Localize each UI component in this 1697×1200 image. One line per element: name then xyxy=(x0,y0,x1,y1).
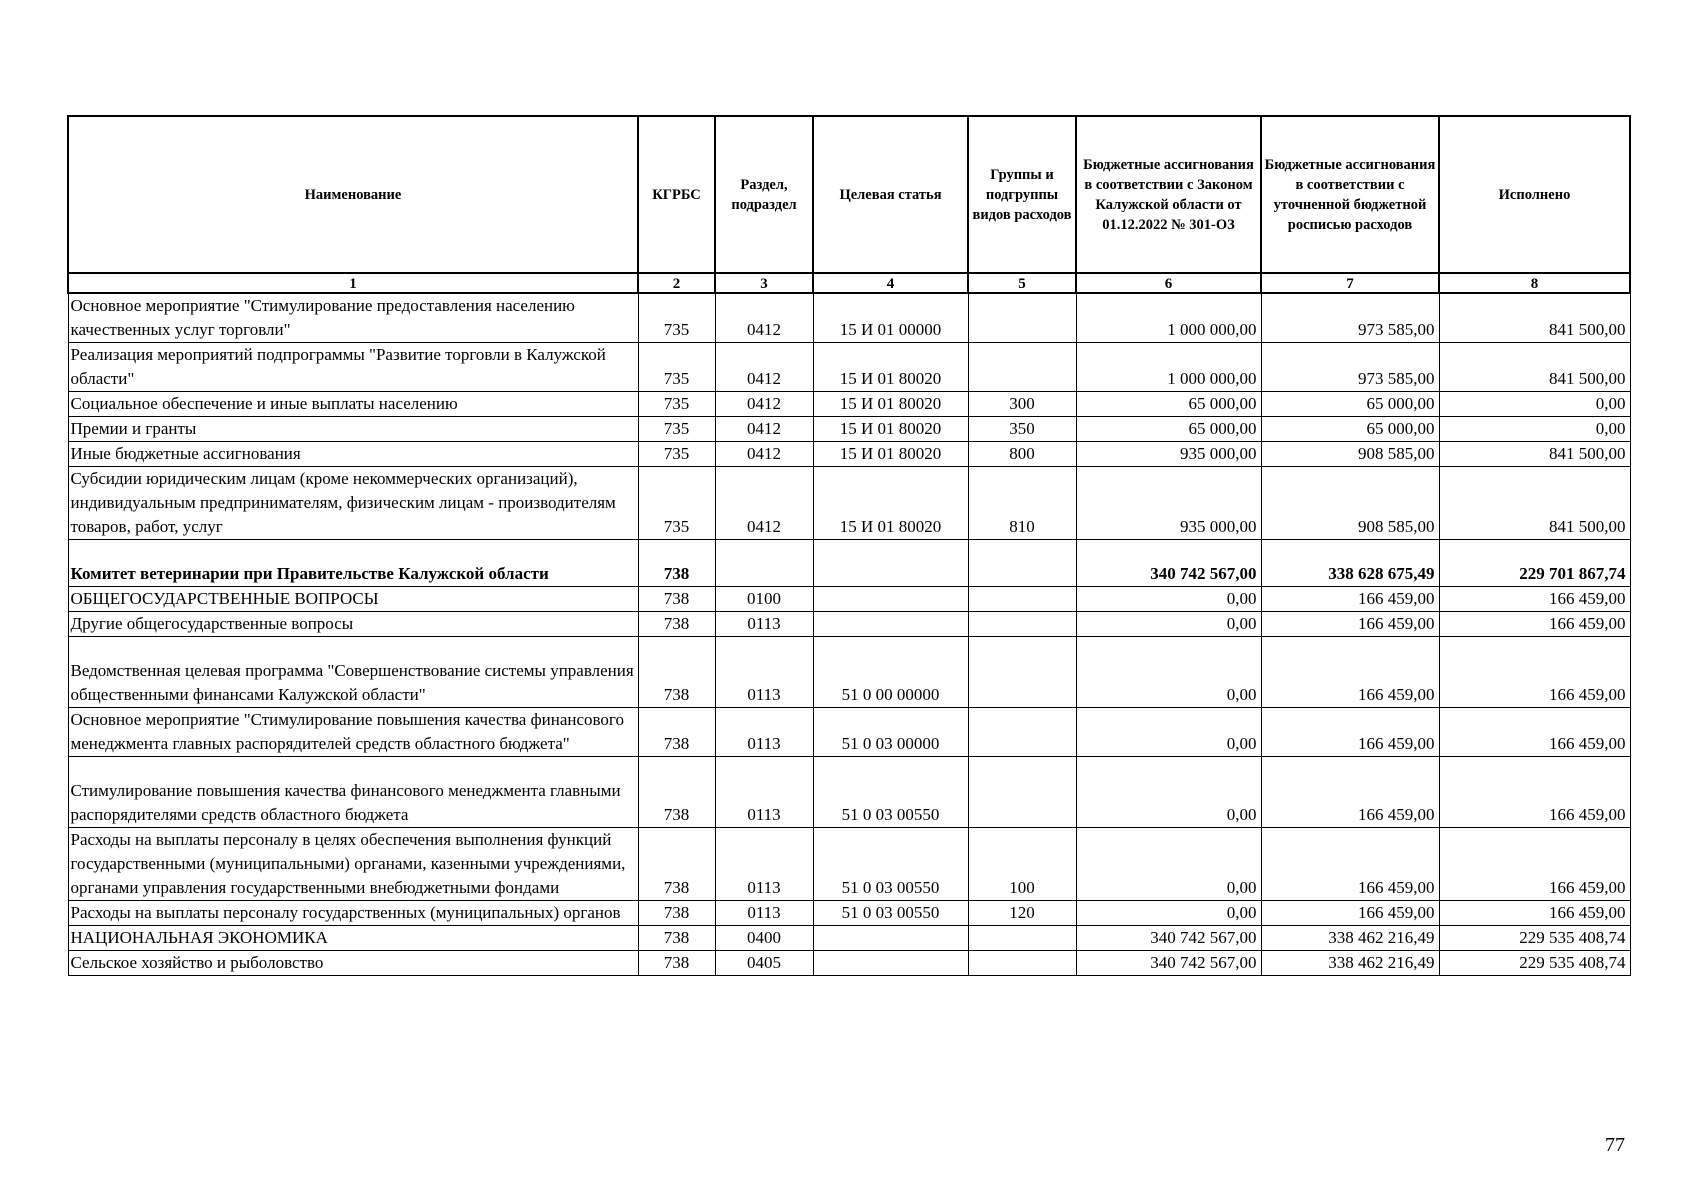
cell-target: 15 И 01 80020 xyxy=(813,467,968,540)
cell-target: 15 И 01 00000 xyxy=(813,293,968,343)
cell-kgrbs: 738 xyxy=(638,612,715,637)
cell-kgrbs: 738 xyxy=(638,708,715,757)
column-number: 8 xyxy=(1439,273,1630,293)
cell-law: 0,00 xyxy=(1076,708,1261,757)
cell-target xyxy=(813,540,968,587)
cell-group xyxy=(968,343,1076,392)
cell-group xyxy=(968,612,1076,637)
cell-kgrbs: 738 xyxy=(638,587,715,612)
cell-kgrbs: 735 xyxy=(638,467,715,540)
cell-target xyxy=(813,926,968,951)
cell-razdel: 0113 xyxy=(715,708,813,757)
cell-name: Расходы на выплаты персоналу в целях обеспечения выполнения функций государственными (муниципальными) органами, казенными учреждениями, органами управления государственными внебюджетными фондами xyxy=(68,828,638,901)
cell-kgrbs: 738 xyxy=(638,540,715,587)
header-row xyxy=(68,116,1630,273)
cell-refined: 166 459,00 xyxy=(1261,612,1439,637)
table-row xyxy=(68,901,1630,926)
cell-name: Социальное обеспечение и иные выплаты населению xyxy=(68,392,638,417)
cell-name: Премии и гранты xyxy=(68,417,638,442)
cell-refined: 908 585,00 xyxy=(1261,442,1439,467)
cell-name: ОБЩЕГОСУДАРСТВЕННЫЕ ВОПРОСЫ xyxy=(68,587,638,612)
cell-kgrbs: 738 xyxy=(638,757,715,828)
cell-target xyxy=(813,612,968,637)
cell-kgrbs: 738 xyxy=(638,828,715,901)
cell-law: 1 000 000,00 xyxy=(1076,293,1261,343)
cell-kgrbs: 738 xyxy=(638,901,715,926)
cell-name: Сельское хозяйство и рыболовство xyxy=(68,951,638,976)
cell-kgrbs: 738 xyxy=(638,951,715,976)
table-row xyxy=(68,828,1630,901)
cell-razdel: 0113 xyxy=(715,828,813,901)
cell-executed: 841 500,00 xyxy=(1439,467,1630,540)
cell-refined: 338 462 216,49 xyxy=(1261,926,1439,951)
cell-razdel: 0412 xyxy=(715,293,813,343)
cell-group xyxy=(968,926,1076,951)
cell-refined: 65 000,00 xyxy=(1261,392,1439,417)
cell-executed: 166 459,00 xyxy=(1439,612,1630,637)
table-row xyxy=(68,708,1630,757)
table-row xyxy=(68,757,1630,828)
cell-name: Иные бюджетные ассигнования xyxy=(68,442,638,467)
cell-name: Расходы на выплаты персоналу государственных (муниципальных) органов xyxy=(68,901,638,926)
header-name: Наименование xyxy=(68,116,638,273)
cell-law: 935 000,00 xyxy=(1076,442,1261,467)
cell-executed: 841 500,00 xyxy=(1439,442,1630,467)
cell-name: Реализация мероприятий подпрограммы "Развитие торговли в Калужской области" xyxy=(68,343,638,392)
cell-law: 0,00 xyxy=(1076,828,1261,901)
cell-law: 935 000,00 xyxy=(1076,467,1261,540)
table-row xyxy=(68,392,1630,417)
cell-target xyxy=(813,951,968,976)
cell-group xyxy=(968,951,1076,976)
table-row xyxy=(68,540,1630,587)
cell-name: Комитет ветеринарии при Правительстве Калужской области xyxy=(68,540,638,587)
cell-razdel: 0412 xyxy=(715,343,813,392)
cell-group xyxy=(968,637,1076,708)
table-row xyxy=(68,467,1630,540)
cell-target: 15 И 01 80020 xyxy=(813,417,968,442)
cell-razdel xyxy=(715,540,813,587)
cell-executed: 229 535 408,74 xyxy=(1439,926,1630,951)
table-row xyxy=(68,951,1630,976)
table-row xyxy=(68,587,1630,612)
cell-executed: 166 459,00 xyxy=(1439,757,1630,828)
cell-target: 15 И 01 80020 xyxy=(813,392,968,417)
cell-name: Другие общегосударственные вопросы xyxy=(68,612,638,637)
cell-law: 340 742 567,00 xyxy=(1076,951,1261,976)
cell-law: 0,00 xyxy=(1076,637,1261,708)
cell-name: НАЦИОНАЛЬНАЯ ЭКОНОМИКА xyxy=(68,926,638,951)
cell-razdel: 0412 xyxy=(715,467,813,540)
cell-executed: 166 459,00 xyxy=(1439,637,1630,708)
table-row xyxy=(68,612,1630,637)
header-target: Целевая статья xyxy=(813,116,968,273)
table-row xyxy=(68,637,1630,708)
cell-target: 51 0 03 00550 xyxy=(813,828,968,901)
cell-law: 65 000,00 xyxy=(1076,392,1261,417)
cell-target xyxy=(813,587,968,612)
cell-group xyxy=(968,540,1076,587)
cell-law: 340 742 567,00 xyxy=(1076,926,1261,951)
header-law: Бюджетные ассигнования в соответствии с Законом Калужской области от 01.12.2022 № 301-ОЗ xyxy=(1076,116,1261,273)
table-row xyxy=(68,417,1630,442)
cell-group: 100 xyxy=(968,828,1076,901)
cell-razdel: 0113 xyxy=(715,612,813,637)
cell-name: Субсидии юридическим лицам (кроме некоммерческих организаций), индивидуальным предпринимателям, физическим лицам - производителям товаров, работ, услуг xyxy=(68,467,638,540)
cell-executed: 841 500,00 xyxy=(1439,343,1630,392)
cell-kgrbs: 735 xyxy=(638,442,715,467)
cell-refined: 166 459,00 xyxy=(1261,587,1439,612)
cell-group: 300 xyxy=(968,392,1076,417)
cell-name: Ведомственная целевая программа "Совершенствование системы управления общественными финансами Калужской области" xyxy=(68,637,638,708)
column-number-row xyxy=(68,273,1630,293)
cell-kgrbs: 735 xyxy=(638,343,715,392)
cell-executed: 166 459,00 xyxy=(1439,587,1630,612)
header-refined: Бюджетные ассигнования в соответствии с уточненной бюджетной росписью расходов xyxy=(1261,116,1439,273)
cell-group: 810 xyxy=(968,467,1076,540)
cell-executed: 841 500,00 xyxy=(1439,293,1630,343)
page-number: 77 xyxy=(1605,1134,1625,1156)
table-row xyxy=(68,343,1630,392)
cell-target: 51 0 03 00550 xyxy=(813,757,968,828)
cell-kgrbs: 735 xyxy=(638,293,715,343)
cell-name: Стимулирование повышения качества финансового менеджмента главными распорядителями средств областного бюджета xyxy=(68,757,638,828)
cell-law: 0,00 xyxy=(1076,757,1261,828)
cell-razdel: 0113 xyxy=(715,901,813,926)
cell-name: Основное мероприятие "Стимулирование предоставления населению качественных услуг торговли" xyxy=(68,293,638,343)
cell-kgrbs: 738 xyxy=(638,637,715,708)
cell-razdel: 0412 xyxy=(715,442,813,467)
cell-refined: 166 459,00 xyxy=(1261,708,1439,757)
column-number: 6 xyxy=(1076,273,1261,293)
column-number: 5 xyxy=(968,273,1076,293)
cell-razdel: 0405 xyxy=(715,951,813,976)
cell-target: 15 И 01 80020 xyxy=(813,343,968,392)
cell-target: 51 0 03 00000 xyxy=(813,708,968,757)
cell-razdel: 0412 xyxy=(715,392,813,417)
cell-law: 0,00 xyxy=(1076,587,1261,612)
table-row xyxy=(68,442,1630,467)
cell-executed: 229 701 867,74 xyxy=(1439,540,1630,587)
header-kgrbs: КГРБС xyxy=(638,116,715,273)
cell-law: 0,00 xyxy=(1076,901,1261,926)
table-row xyxy=(68,926,1630,951)
cell-executed: 229 535 408,74 xyxy=(1439,951,1630,976)
cell-razdel: 0100 xyxy=(715,587,813,612)
cell-refined: 973 585,00 xyxy=(1261,293,1439,343)
cell-razdel: 0113 xyxy=(715,757,813,828)
column-number: 7 xyxy=(1261,273,1439,293)
cell-target: 51 0 00 00000 xyxy=(813,637,968,708)
cell-kgrbs: 735 xyxy=(638,392,715,417)
cell-law: 65 000,00 xyxy=(1076,417,1261,442)
column-number: 4 xyxy=(813,273,968,293)
cell-group xyxy=(968,293,1076,343)
cell-group xyxy=(968,708,1076,757)
table-row xyxy=(68,293,1630,343)
cell-target: 51 0 03 00550 xyxy=(813,901,968,926)
cell-refined: 166 459,00 xyxy=(1261,637,1439,708)
cell-group: 800 xyxy=(968,442,1076,467)
cell-kgrbs: 738 xyxy=(638,926,715,951)
cell-executed: 0,00 xyxy=(1439,417,1630,442)
cell-target: 15 И 01 80020 xyxy=(813,442,968,467)
column-number: 2 xyxy=(638,273,715,293)
cell-refined: 65 000,00 xyxy=(1261,417,1439,442)
budget-table xyxy=(67,115,1631,976)
cell-executed: 166 459,00 xyxy=(1439,708,1630,757)
header-razdel: Раздел, подраздел xyxy=(715,116,813,273)
cell-refined: 338 628 675,49 xyxy=(1261,540,1439,587)
cell-refined: 166 459,00 xyxy=(1261,757,1439,828)
cell-group: 350 xyxy=(968,417,1076,442)
cell-refined: 973 585,00 xyxy=(1261,343,1439,392)
cell-refined: 908 585,00 xyxy=(1261,467,1439,540)
cell-refined: 166 459,00 xyxy=(1261,828,1439,901)
column-number: 1 xyxy=(68,273,638,293)
cell-group: 120 xyxy=(968,901,1076,926)
cell-kgrbs: 735 xyxy=(638,417,715,442)
header-executed: Исполнено xyxy=(1439,116,1630,273)
cell-law: 340 742 567,00 xyxy=(1076,540,1261,587)
cell-law: 0,00 xyxy=(1076,612,1261,637)
cell-refined: 338 462 216,49 xyxy=(1261,951,1439,976)
cell-group xyxy=(968,757,1076,828)
cell-refined: 166 459,00 xyxy=(1261,901,1439,926)
cell-executed: 166 459,00 xyxy=(1439,828,1630,901)
cell-razdel: 0412 xyxy=(715,417,813,442)
cell-razdel: 0400 xyxy=(715,926,813,951)
table-body xyxy=(68,293,1630,976)
cell-executed: 0,00 xyxy=(1439,392,1630,417)
header-groups: Группы и подгруппы видов расходов xyxy=(968,116,1076,273)
column-number: 3 xyxy=(715,273,813,293)
cell-group xyxy=(968,587,1076,612)
cell-executed: 166 459,00 xyxy=(1439,901,1630,926)
cell-law: 1 000 000,00 xyxy=(1076,343,1261,392)
cell-razdel: 0113 xyxy=(715,637,813,708)
cell-name: Основное мероприятие "Стимулирование повышения качества финансового менеджмента главных распорядителей средств областного бюджета" xyxy=(68,708,638,757)
